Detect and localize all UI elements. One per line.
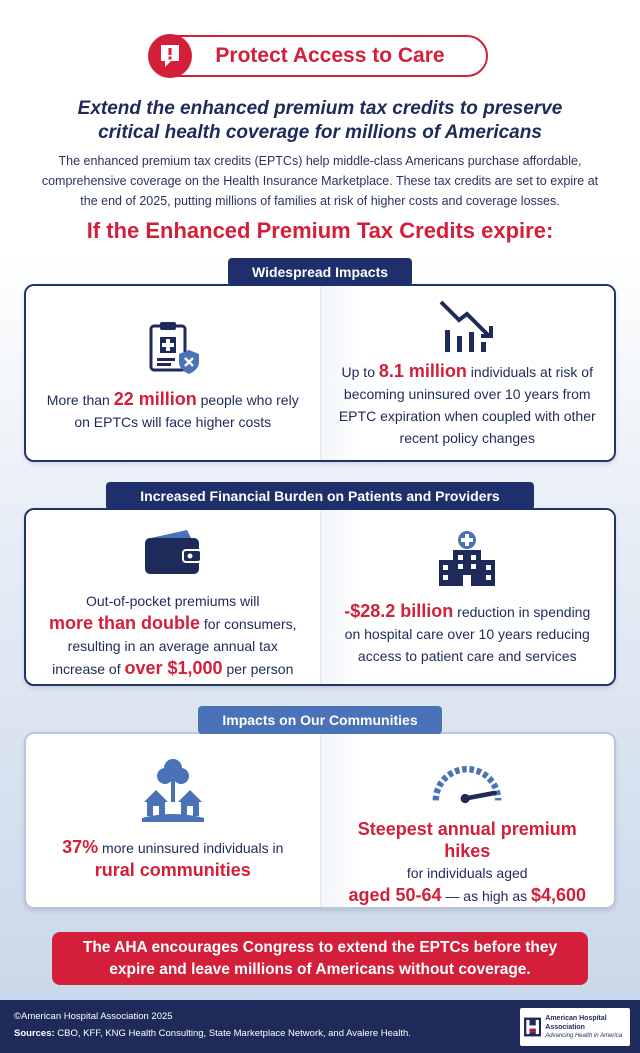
stat-highlight: -$28.2 billion xyxy=(344,601,454,621)
copyright: ©American Hospital Association 2025 xyxy=(14,1011,173,1022)
aha-logo xyxy=(520,1008,630,1046)
hospital-icon xyxy=(437,530,497,588)
stat-text xyxy=(44,590,302,680)
logo-text xyxy=(545,1014,626,1041)
clipboard-shield-icon xyxy=(145,320,201,376)
stat-mid: for individuals aged xyxy=(406,865,528,881)
intro-paragraph: The enhanced premium tax credits (EPTCs) help middle-class Americans purchase affordable, comprehensive coverage on the Health Insurance Marketplace. These tax credits are set to expire at the end of 2025, putting millions of families at risk of higher costs and coverage losses. xyxy=(41,154,599,208)
stat-text xyxy=(339,600,597,667)
stat-post: reduction in spending on hospital care over 10 years reducing access to patient care and services xyxy=(344,604,591,664)
section-label-financial-burden: Increased Financial Burden on Patients and Providers xyxy=(106,482,534,510)
card-financial-burden xyxy=(24,508,616,686)
wallet-icon xyxy=(143,528,203,576)
stat-line: Out-of-pocket premiums will xyxy=(86,593,260,609)
stat-text xyxy=(339,818,597,907)
card-column-right xyxy=(320,510,615,684)
call-to-action: The AHA encourages Congress to extend the EPTCs before they expire and leave millions of Americans without coverage. xyxy=(52,932,588,985)
stat-highlight: 22 million xyxy=(113,389,197,409)
stat-pre: More than xyxy=(46,392,114,408)
stat-post: individuals at risk of becoming uninsured over 10 years from EPTC expiration when coupled with other recent policy changes xyxy=(338,364,596,446)
stat-text xyxy=(44,388,302,433)
card-communities xyxy=(24,732,616,909)
stat-highlight: more than double xyxy=(49,613,201,633)
card-column-right xyxy=(320,286,615,460)
subtitle-line-2: critical health coverage for millions of Americans xyxy=(98,122,542,143)
subtitle xyxy=(30,97,610,145)
title-label: Protect Access to Care xyxy=(215,44,445,67)
aha-logo-icon xyxy=(524,1015,541,1039)
card-column-left xyxy=(26,286,320,460)
logo-tagline: Advancing Health in America xyxy=(545,1032,623,1039)
logo-name: American Hospital Association xyxy=(545,1014,607,1031)
subtitle-line-1: Extend the enhanced premium tax credits to preserve xyxy=(77,98,563,119)
rural-houses-icon xyxy=(142,756,204,822)
stat-post: per person xyxy=(222,661,294,677)
section-label-communities: Impacts on Our Communities xyxy=(198,706,442,734)
section-label-widespread-impacts: Widespread Impacts xyxy=(228,258,412,286)
gauge-icon xyxy=(425,760,509,804)
stat-highlight: rural communities xyxy=(94,860,251,880)
declining-chart-icon xyxy=(437,296,497,354)
stat-highlight: aged 50-64 xyxy=(348,885,442,905)
stat-dash: — as high as xyxy=(441,888,531,904)
stat-highlight: 8.1 million xyxy=(378,361,467,381)
stat-mid: more uninsured individuals in xyxy=(98,840,284,856)
stat-post: people who rely on EPTCs will face higher costs xyxy=(74,392,299,430)
stat-text xyxy=(62,836,283,882)
stat-mid: for consumers, resulting in an average annual tax increase of xyxy=(52,616,297,677)
stat-text xyxy=(339,360,597,449)
headline: If the Enhanced Premium Tax Credits expire: xyxy=(86,218,554,243)
card-column-left xyxy=(26,510,320,684)
alert-icon xyxy=(148,34,192,78)
stat-highlight: over $1,000 xyxy=(124,658,223,678)
card-column-right xyxy=(320,734,615,907)
footer xyxy=(0,1000,640,1053)
stat-highlight: 37% xyxy=(62,837,99,857)
title-pill xyxy=(150,35,488,77)
sources-label: Sources: xyxy=(14,1028,55,1039)
card-column-left xyxy=(26,734,320,907)
stat-highlight: $4,600 xyxy=(531,885,587,905)
stat-pre: Up to xyxy=(341,364,379,380)
sources xyxy=(14,1028,411,1039)
stat-highlight: Steepest annual premium hikes xyxy=(357,819,577,861)
card-widespread-impacts xyxy=(24,284,616,462)
sources-text: CBO, KFF, KNG Health Consulting, State Marketplace Network, and Avalere Health. xyxy=(54,1028,411,1039)
